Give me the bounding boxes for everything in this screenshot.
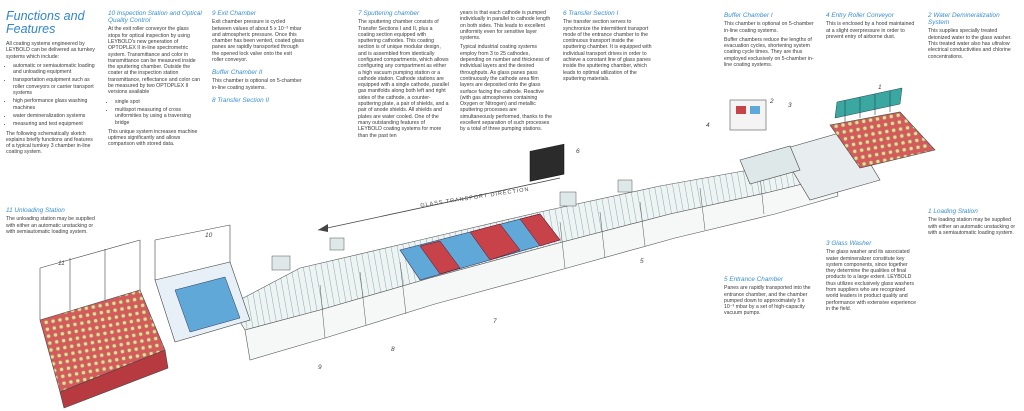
intro-item: • measuring and test equipment [13,121,98,127]
callout-number: 6 [576,148,580,155]
callout-number: 9 [318,364,322,371]
buffer-2-heading: Buffer Chamber II [212,69,263,77]
exit-chamber-heading: 9 Exit Chamber [212,10,257,17]
intro-text: All coating systems engineered by LEYBOLD can be delivered as turnkey systems which include: [6,41,95,60]
inspection-item: • single spot [115,99,202,105]
sputtering-heading: 7 Sputtering chamber [358,10,420,17]
callout-number: 3 [788,102,792,109]
intro-item: • automatic or semiautomatic loading and unloading equipment [13,63,98,76]
water-heading: 2 Water Demineralization System [928,12,1000,27]
sputtering-text-3: Typical industrial coating systems employ from 3 to 25 cathodes, depending on number and thickness of individual layers and the desired throughputs. As glass panes pass continuously the cathode area film layers are deposited onto the glass surface facing the cathode. Reactive (with gas atmospheres containing Oxygen or Nitrogen) and metallic sputtering processes are simultaneously performed, thanks to the excellent separation of such processes by a total of three pumping stations. [460,44,552,133]
callout-number: 2 [770,98,774,105]
entry-conveyor-heading: 4 Entry Roller Conveyor [826,12,894,19]
water-text: This supplies specially treated deionized water to the glass washer. This treated water also has ultralow electrical conductivities and chlorine concentrations. [928,28,1012,60]
inspection-heading: 10 Inspection Station and Optical Quality Control [108,10,202,25]
washer-heading: 3 Glass Washer [826,240,872,247]
intro-footer: The following schematically sketch explains briefly functions and features of a typical turnkey 3 chamber in-line coating system. [6,130,93,156]
inspection-footer: This unique system increases machine uptimes significantly and allows comparison with stored data. [108,128,198,148]
callout-number: 1 [878,84,882,91]
control-cabinet [530,144,564,181]
callout-number: 5 [640,258,644,265]
inspection-item: • multispot measuring of cross uniformities by using a traversing bridge [115,107,202,126]
sputtering-text-1: The sputtering chamber consists of Transfer Sections I and II, plus a coating section equipped with sputtering cathodes. This coating section is of unique modular design, and is assembled from identically configured compartments, which allows configuring any compartment as either a high vacuum pumping station or a cathode station. Cathode stations are equipped with a single cathode, parallel gas manifolds along both left and right sides of the cathode, a counter-sputtering plate, a pair of shields, and a pair of anode shields. All shields and plates are water cooled. One of the many outstanding features of LEYBOLD coating systems for more than the past ten [358,19,449,139]
entrance-heading: 5 Entrance Chamber [724,276,783,283]
callout-number: 11 [58,260,65,267]
buffer-1-text-2: Buffer chambers reduce the lengths of evacuation cycles, shortening system coating cycle times. They are thus employed exclusively on 5-chamber in-line coating systems. [724,36,814,68]
callout-number: 4 [706,122,710,129]
inspection-station [155,225,250,342]
washer-text: The glass washer and its associated water demineralizer constitute key system components, since together they determine the qualities of final products to a large extent. LEYBOLD thus utilizes exclusively glass washers from suppliers who are recognized world leaders in product quality and performance with extensive experience in the field. [826,249,916,312]
sputtering-text-2: years is that each cathode is pumped individually in parallel to cathode length on both sides. This leads to excellent uniformity even for sensitive layer systems. [460,10,551,42]
exit-chamber-text: Exit chamber pressure is cycled between values of about 5 x 10⁻³ mbar and atmospheric pressure. Once this chamber has been vented, coated glass panes are rapidly transported through the opened lock valve onto the exit roller conveyor. [212,19,304,63]
buffer-1-text-1: This chamber is optional on 5-chamber in-line coating systems. [724,21,814,34]
callout-number: 7 [493,318,497,325]
loading-heading: 1 Loading Station [928,208,978,215]
transfer-1-text: The transfer section serves to synchronize the intermittent transport mode of the entrance chamber to the continuous transport inside the sputtering chamber. It is equipped with individual transport drives in order to achieve a constant line of glass panes inside the sputtering chamber, which leads to optimal utilization of the sputtering materials. [563,19,652,82]
unloading-heading: 11 Unloading Station [6,207,65,214]
buffer-2-text: This chamber is optional on 5-chamber in-line coating systems. [212,78,302,91]
buffer-1-heading: Buffer Chamber I [724,12,773,19]
intro-item: • water demineralization systems [13,113,98,119]
transfer-2-heading: 8 Transfer Section II [212,97,270,105]
entry-conveyor-text: This is enclosed by a hood maintained at a slight overpressure in order to prevent entry of airborne dust. [826,21,915,40]
transport-direction-label: GLASS TRANSPORT DIRECTION [420,186,530,209]
callout-number: 10 [205,232,213,239]
page-title: Functions and Features [6,9,85,36]
intro-item: • transportation equipment such as roller conveyors or carrier transport systems [13,77,98,96]
water-demineralizer [730,100,766,130]
unloading-text: The unloading station may be supplied with either an automatic unstacking or with semiautomatic loading system. [6,216,95,235]
callout-number: 8 [391,346,395,353]
intro-item: • high performance glass washing machines [13,98,98,111]
transfer-1-heading: 6 Transfer Section I [563,10,619,17]
loading-text: The loading station may be supplied with either an automatic unstacking or with a semiautomatic loading system. [928,217,1016,236]
entrance-text: Panes are rapidly transported into the entrance chamber, and the chamber pumped down to approximately 5 x 10⁻³ mbar by a set of high-capacity vacuum pumps. [724,285,811,317]
inspection-text: At the exit roller conveyor the glass stops for optical inspection by using LEYBOLD's new generation of OPTOPLEX II in-line spectrometric system. Transmittance and color in transmittance can be measured inside the sputtering chamber. Outside the coater at the inspection station transmittance, reflectance and color can be measured by two OPTOPLEX II versions available [108,26,200,96]
